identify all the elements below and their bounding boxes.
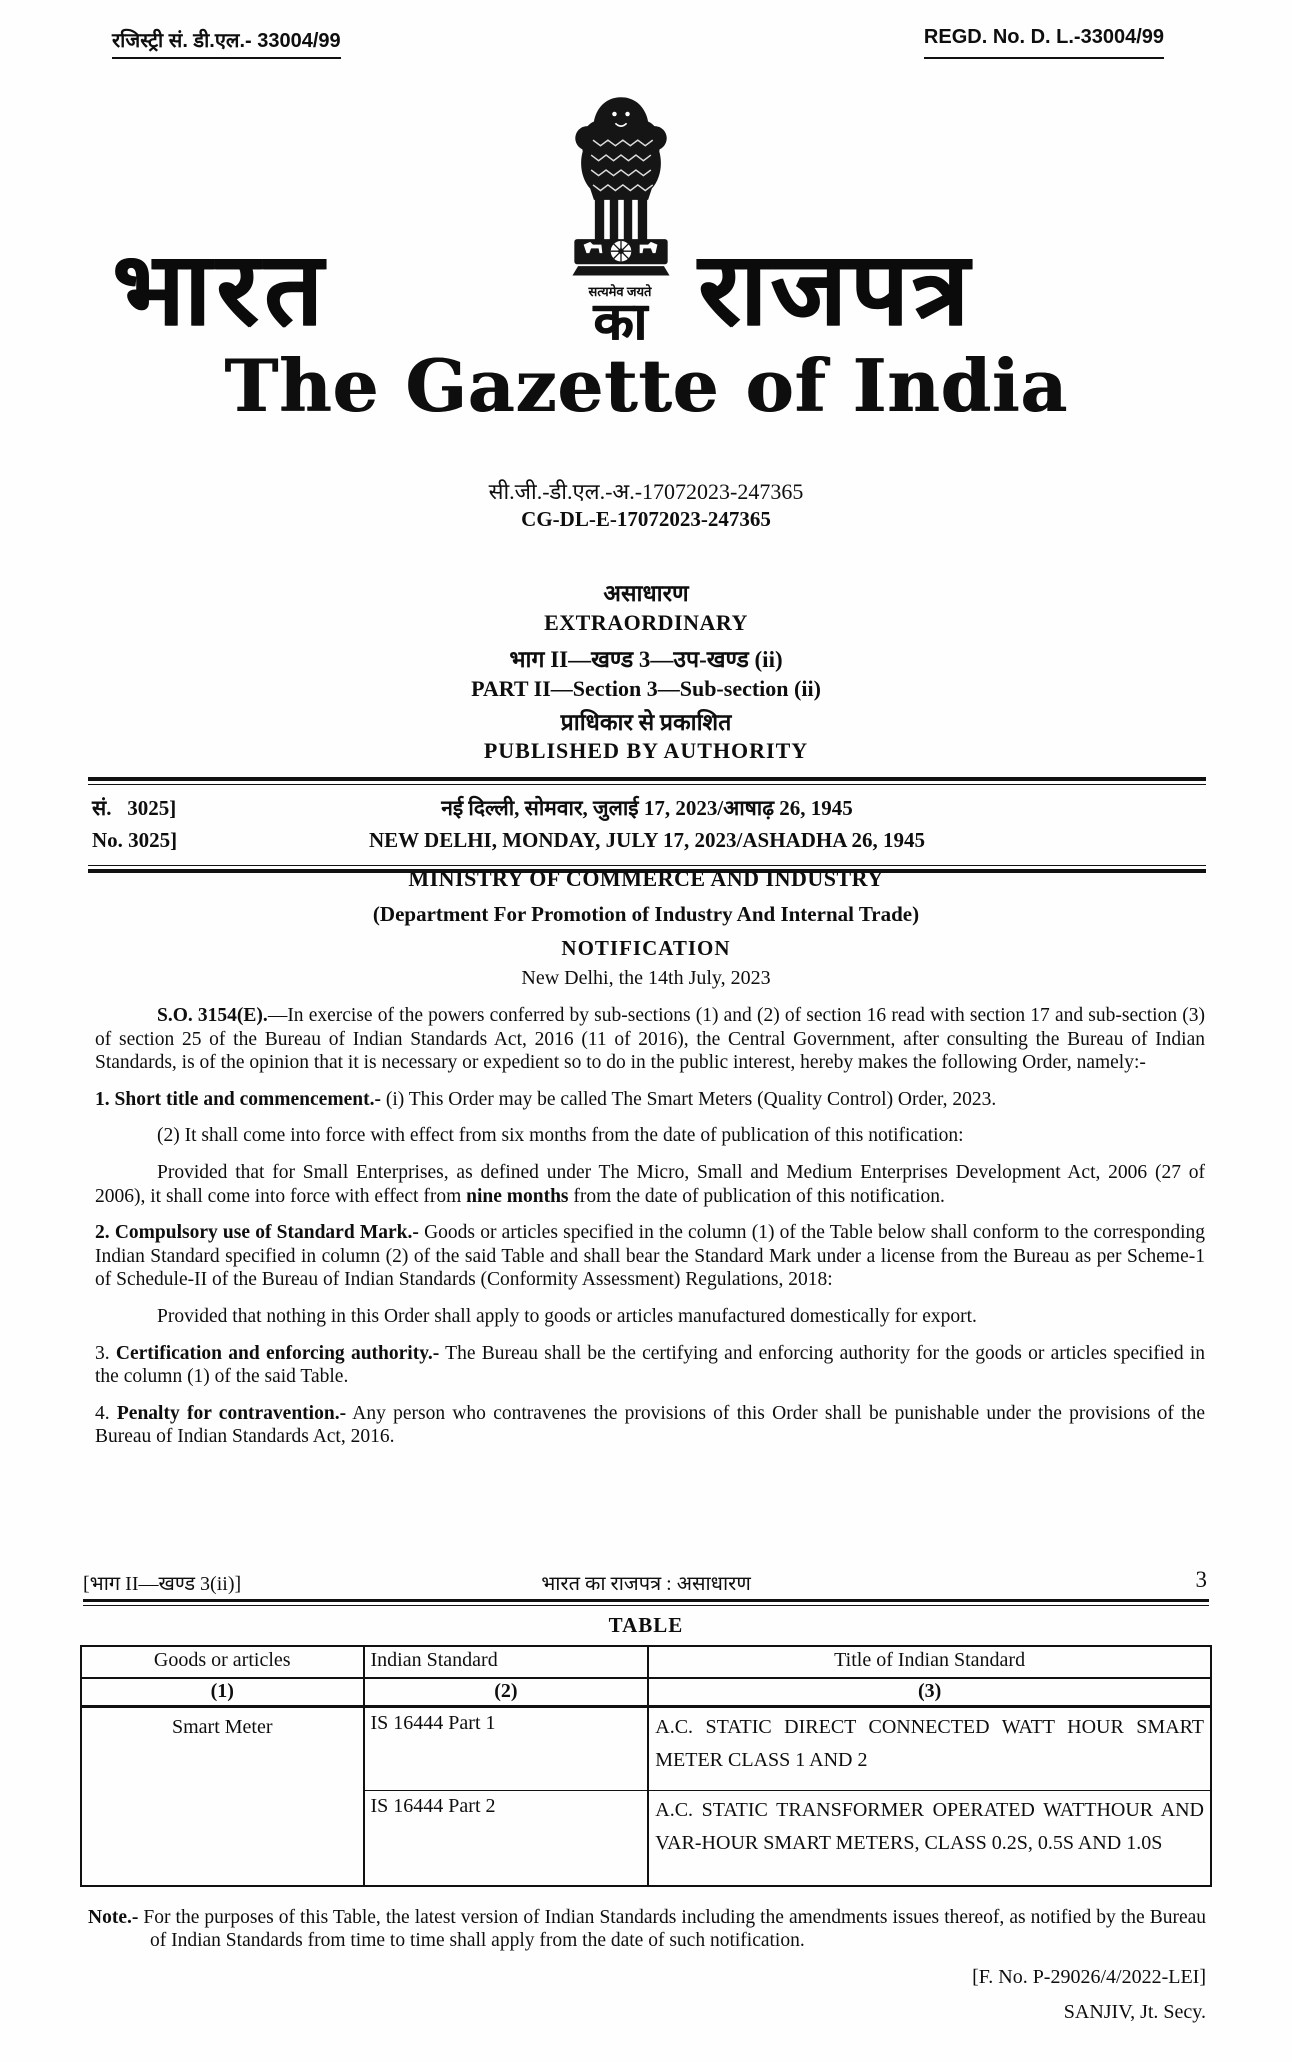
cell-standard-part2: IS 16444 Part 2 [364, 1791, 649, 1887]
cell-title-part2: A.C. STATIC TRANSFORMER OPERATED WATTHOUR AND VAR-HOUR SMART METERS, CLASS 0.2S, 0.5S AND 1.0S [648, 1791, 1211, 1887]
cell-title-part1: A.C. STATIC DIRECT CONNECTED WATT HOUR SMART METER CLASS 1 AND 2 [648, 1707, 1211, 1791]
registry-number-hindi: रजिस्ट्री सं. डी.एल.- 33004/99 [112, 26, 341, 59]
table-note: Note.- For the purposes of this Table, the latest version of Indian Standards including the amendments issues thereof, as notified by the Bureau of Indian Standards from time to time shall apply from the date of such notification. [88, 1906, 1206, 1952]
cell-goods-smart-meter: Smart Meter [81, 1707, 364, 1887]
notification-body [95, 1004, 1205, 1462]
department-title: (Department For Promotion of Industry And Internal Trade) [372, 902, 920, 926]
gazette-code-english: CG-DL-E-17072023-247365 [521, 507, 771, 531]
issue-number-english: No. 3025] [92, 828, 178, 852]
table-colnum-row [81, 1678, 1211, 1707]
published-authority-english: PUBLISHED BY AUTHORITY [483, 738, 809, 763]
issue-date-box [88, 777, 1206, 873]
clause-1: 1. Short title and commencement.- (i) This Order may be called The Smart Meters (Quality Control) Order, 2023. [95, 1088, 997, 1110]
registry-row [112, 26, 1164, 59]
table-title: TABLE [608, 1613, 684, 1637]
masthead-hindi-rajpatra: राजपत्र [698, 234, 973, 347]
col-num-2: (2) [364, 1678, 649, 1707]
signatory: SANJIV, Jt. Secy. [1063, 2001, 1206, 2023]
registry-number-english: REGD. No. D. L.-33004/99 [924, 26, 1164, 59]
col-num-1: (1) [81, 1678, 364, 1707]
clause-1-sub-2: (2) It shall come into force with effect from six months from the date of publication of this notification: [157, 1125, 964, 1147]
table-row [81, 1707, 1211, 1791]
double-rule-top [88, 777, 1206, 785]
cell-standard-part1: IS 16444 Part 1 [364, 1707, 649, 1791]
notification-heading: NOTIFICATION [561, 936, 731, 960]
page2-header-part: [भाग II—खण्ड 3(ii)] [83, 1573, 242, 1595]
published-authority-hindi: प्राधिकार से प्रकाशित [560, 710, 732, 735]
table-header-row [81, 1646, 1211, 1678]
clause-3: 3. Certification and enforcing authority.- The Bureau shall be the certifying and enforcing authority for the goods or articles specified in the column (1) of the said Table. [95, 1342, 1206, 1388]
col-num-3: (3) [648, 1678, 1211, 1707]
col-header-standard: Indian Standard [364, 1646, 649, 1678]
part-section-english: PART II—Section 3—Sub-section (ii) [471, 676, 821, 701]
extraordinary-english: EXTRAORDINARY [544, 610, 748, 635]
standards-table [80, 1645, 1212, 1887]
page2-running-header [83, 1569, 1209, 1595]
part-section-hindi: भाग II—खण्ड 3—उप-खण्ड (ii) [509, 647, 783, 672]
extraordinary-hindi: असाधारण [603, 581, 689, 606]
proviso-small-enterprises: Provided that for Small Enterprises, as defined under The Micro, Small and Medium Enterprises Development Act, 2006 (27 of 2006), it shall come into force with effect from nine months from the date of publication of this notification. [95, 1161, 1205, 1207]
ashoka-lion-capital-emblem-icon [565, 86, 677, 282]
clause-2: 2. Compulsory use of Standard Mark.- Goods or articles specified in the column (1) of the Table below shall conform to the corresponding Indian Standard specified in column (2) of the said Table and shall bear the Standard Mark under a license from the Bureau as per Scheme-1 of Schedule-II of the Bureau of Indian Standards (Conformity Assessment) Regulations, 2018: [95, 1222, 1205, 1291]
so-number: S.O. 3154(E). [157, 1005, 268, 1026]
col-header-goods: Goods or articles [81, 1646, 364, 1678]
gazette-code-hindi: सी.जी.-डी.एल.-अ.-17072023-247365 [488, 479, 804, 504]
notification-place-date: New Delhi, the 14th July, 2023 [521, 967, 771, 989]
emblem-motto: सत्यमेव जयते [588, 284, 652, 299]
masthead-english-title: The Gazette of India [224, 343, 1068, 428]
issue-date-english: NEW DELHI, MONDAY, JULY 17, 2023/ASHADHA 26, 1945 [368, 828, 925, 852]
note-label: Note.- [88, 1906, 139, 1928]
page-number: 3 [1195, 1567, 1207, 1592]
proviso-export: Provided that nothing in this Order shall apply to goods or articles manufactured domestically for export. [157, 1305, 977, 1327]
paragraph-so-order: S.O. 3154(E).—In exercise of the powers conferred by sub-sections (1) and (2) of section 16 read with section 17 and sub-section (3) of section 25 of the Bureau of Indian Standards Act, 2016 (11 of 2016), the Central Government, after consulting the Bureau of Indian Standards, is of the opinion that it is necessary or expedient so to do in the public interest, hereby makes the following Order, namely:- [95, 1005, 1206, 1074]
ministry-title: MINISTRY OF COMMERCE AND INDUSTRY [408, 866, 884, 891]
clause-4: 4. Penalty for contravention.- Any person who contravenes the provisions of this Order shall be punishable under the provisions of the Bureau of Indian Standards Act, 2016. [95, 1402, 1205, 1448]
masthead-hindi-bharat: भारत [112, 234, 328, 347]
page2-header-title: भारत का राजपत्र : असाधारण [541, 1573, 751, 1595]
col-header-title: Title of Indian Standard [648, 1646, 1211, 1678]
file-number: [F. No. P-29026/4/2022-LEI] [972, 1966, 1206, 1988]
page2-header-rule [83, 1599, 1209, 1606]
issue-number-hindi: सं. 3025] [92, 796, 177, 820]
issue-line-english [90, 824, 1204, 856]
masthead-hindi-ka: का [593, 294, 647, 351]
issue-line-hindi [90, 792, 1204, 824]
issue-date-hindi: नई दिल्ली, सोमवार, जुलाई 17, 2023/आषाढ़ 26, 1945 [441, 796, 853, 820]
